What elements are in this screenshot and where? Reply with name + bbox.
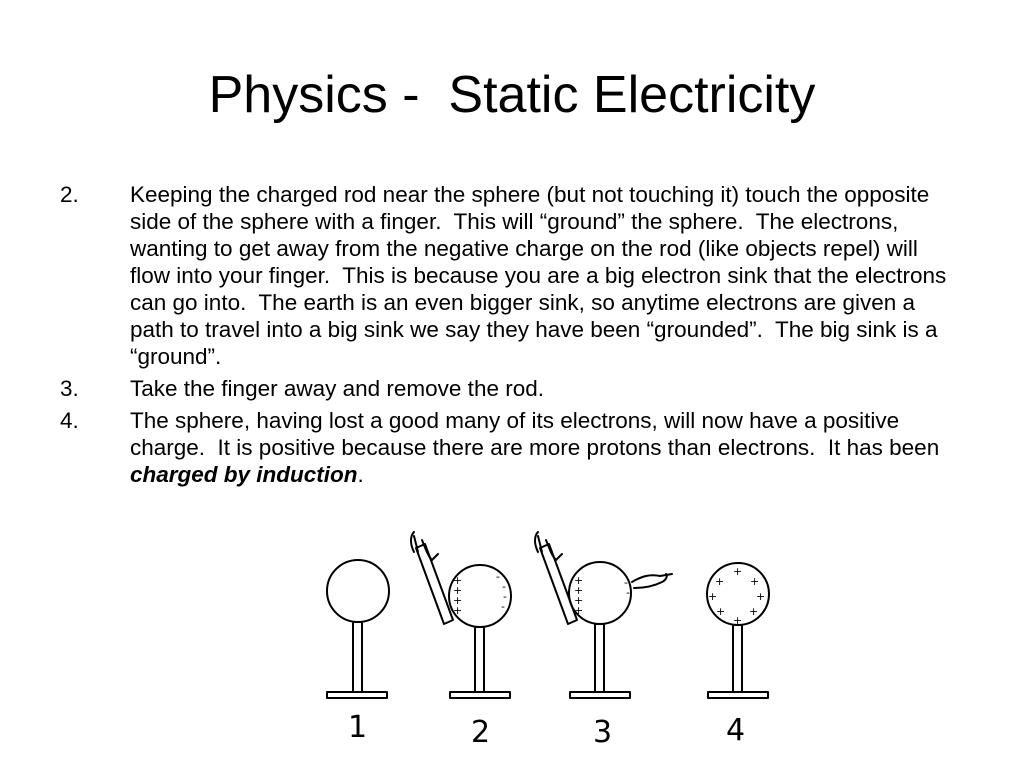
negative-charges-2	[496, 570, 507, 613]
grounding-finger	[632, 574, 672, 588]
sphere-1	[327, 560, 389, 698]
svg-text:-: -	[502, 580, 506, 593]
figure-label-1: 1	[348, 710, 368, 745]
list-item	[60, 181, 960, 370]
item-text: Keeping the charged rod near the sphere (but not touching it) touch the opposite side of the sphere with a finger. This will “ground” the sphere. The electrons, wanting to get away from the negative charge on the rod (like objects repel) will flow into your finger. This is because you are a big electron sink that the electrons can go into. The earth is an even bigger sink, so anytime electrons are given a path to travel into a big sink we say they have been “grounded”. The big sink is a “ground”.	[130, 182, 953, 369]
list-item	[60, 407, 960, 488]
svg-text:+: +	[574, 604, 584, 617]
item-number: 3.	[60, 376, 79, 401]
svg-text:+: +	[733, 614, 743, 627]
svg-text:+: +	[574, 584, 584, 597]
item-text: Take the finger away and remove the rod.	[130, 376, 544, 401]
slide-title: Physics - Static Electricity	[208, 66, 816, 124]
positive-charges-2	[453, 574, 462, 617]
positive-charges-3	[574, 574, 583, 617]
svg-text:-: -	[503, 590, 507, 603]
svg-text:+: +	[708, 590, 718, 603]
emphasis-text: charged by induction	[130, 462, 358, 487]
charged-rod-2	[535, 532, 577, 624]
item-number: 2.	[60, 182, 79, 207]
svg-text:+: +	[453, 574, 463, 587]
item-number: 4.	[60, 408, 79, 433]
svg-text:+: +	[749, 605, 759, 618]
svg-text:+: +	[733, 565, 743, 578]
figure-label-3: 3	[593, 715, 613, 750]
svg-text:+: +	[756, 590, 766, 603]
charged-rod-1	[411, 532, 453, 624]
svg-text:+: +	[716, 605, 726, 618]
item-text-after: .	[357, 462, 364, 487]
svg-text:-: -	[496, 570, 500, 583]
svg-text:+: +	[453, 594, 463, 607]
step-list	[60, 181, 960, 493]
induction-diagram-svg	[310, 530, 790, 760]
item-text-before: The sphere, having lost a good many of its electrons, will now have a positive charge. It is positive because there are more protons than electrons. It has been	[130, 408, 946, 460]
negative-charges-3	[624, 576, 630, 599]
item-text	[130, 408, 945, 487]
svg-text:+: +	[715, 575, 725, 588]
figure-label-4: 4	[726, 713, 746, 748]
svg-text:-: -	[626, 586, 630, 599]
svg-text:+: +	[574, 594, 584, 607]
figure-label-2: 2	[471, 715, 491, 750]
svg-text:+: +	[453, 584, 463, 597]
induction-diagram	[310, 530, 790, 760]
svg-text:+: +	[453, 604, 463, 617]
svg-text:+: +	[574, 574, 584, 587]
svg-text:-: -	[501, 600, 505, 613]
charge-marks	[453, 565, 765, 627]
svg-text:-: -	[624, 576, 628, 589]
svg-text:+: +	[750, 575, 760, 588]
list-item	[60, 375, 960, 402]
positive-charges-4	[708, 565, 765, 627]
